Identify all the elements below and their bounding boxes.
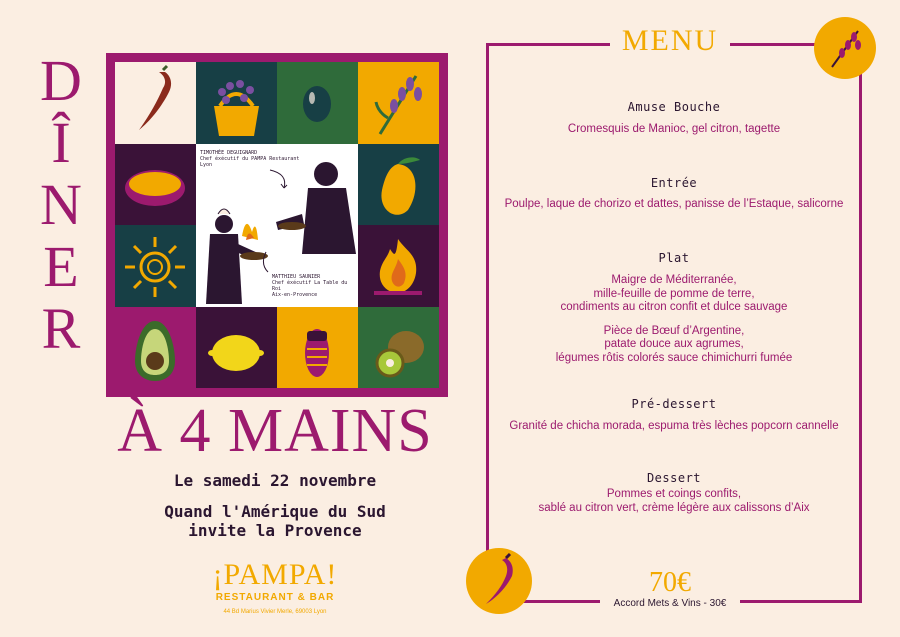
section-heading: Dessert xyxy=(646,471,702,485)
illustration-mosaic xyxy=(106,53,448,397)
brand-address: 44 Bd Marius Vivier Merle, 69003 Lyon xyxy=(223,609,327,615)
lavender-sprig-icon xyxy=(814,17,876,79)
section-item: Pièce de Bœuf d’Argentine, patate douce aux agrumes, légumes rôtis colorés sauce chimichurri fumée xyxy=(555,324,793,364)
kiwi-icon xyxy=(358,307,439,389)
menu-section-pre-dessert xyxy=(490,397,858,434)
price-block xyxy=(600,568,740,612)
section-item: Maigre de Méditerranée, mille-feuille de pomme de terre, condiments au citron confit et dulce sauvage xyxy=(560,274,788,313)
chili-pepper-icon xyxy=(115,62,196,144)
section-heading: Amuse Bouche xyxy=(627,100,721,114)
section-item: Poulpe, laque de chorizo et dattes, panisse de l’Estaque, salicorne xyxy=(504,198,844,210)
menu-section-entree xyxy=(490,176,858,212)
event-date: Le samedi 22 novembre xyxy=(173,471,377,490)
lemon-icon xyxy=(196,307,277,389)
chefs-photo xyxy=(196,144,358,307)
avocado-icon xyxy=(115,307,196,389)
title-letter: R xyxy=(41,296,83,361)
chef1-caption: TIMOTHÉE DEGUIGNARD Chef éxécutif du PAMPA Restaurant Lyon xyxy=(200,149,300,168)
menu-section-amuse-bouche xyxy=(490,100,858,137)
title-letter: N xyxy=(40,172,84,237)
section-item: Granité de chicha morada, espuma très lèches popcorn cannelle xyxy=(509,420,839,432)
wine-pairing-price: Accord Mets & Vins - 30€ xyxy=(613,598,727,609)
section-heading: Pré-dessert xyxy=(631,397,717,411)
section-heading: Plat xyxy=(658,251,690,265)
olive-icon xyxy=(277,62,358,144)
title-letter: E xyxy=(43,234,81,299)
menu-section-dessert xyxy=(490,471,858,515)
mango-icon xyxy=(358,144,439,226)
chili-pepper-icon xyxy=(466,548,532,614)
menu-price: 70€ xyxy=(649,567,691,598)
section-heading: Entrée xyxy=(650,176,698,190)
main-title: À 4 MAINS xyxy=(117,397,433,465)
menu-section-plat xyxy=(490,251,858,365)
section-item: Cromesquis de Manioc, gel citron, tagette xyxy=(567,123,781,135)
sweet-potato-icon xyxy=(115,144,196,226)
lavender-sprig-icon xyxy=(358,62,439,144)
title-letter: D xyxy=(40,48,84,113)
vertical-title xyxy=(22,50,102,360)
brand-logo: ¡PAMPA! xyxy=(212,558,338,591)
event-subtitle: Quand l'Amérique du Sud invite la Provence xyxy=(164,502,386,540)
brand-subtitle: RESTAURANT & BAR xyxy=(215,592,335,603)
lavender-basket-icon xyxy=(196,62,277,144)
chef2-caption: MATTHIEU SAUNIER Chef éxécutif La Table du Roi Aix-en-Provence xyxy=(272,273,348,298)
sun-icon xyxy=(115,225,196,307)
title-letter: Î xyxy=(51,110,73,175)
fire-icon xyxy=(358,225,439,307)
section-item: Pommes et coings confits, sablé au citron vert, crème légère aux calissons d’Aix xyxy=(538,488,810,514)
cicada-icon xyxy=(277,307,358,389)
menu-title: MENU xyxy=(610,24,730,58)
